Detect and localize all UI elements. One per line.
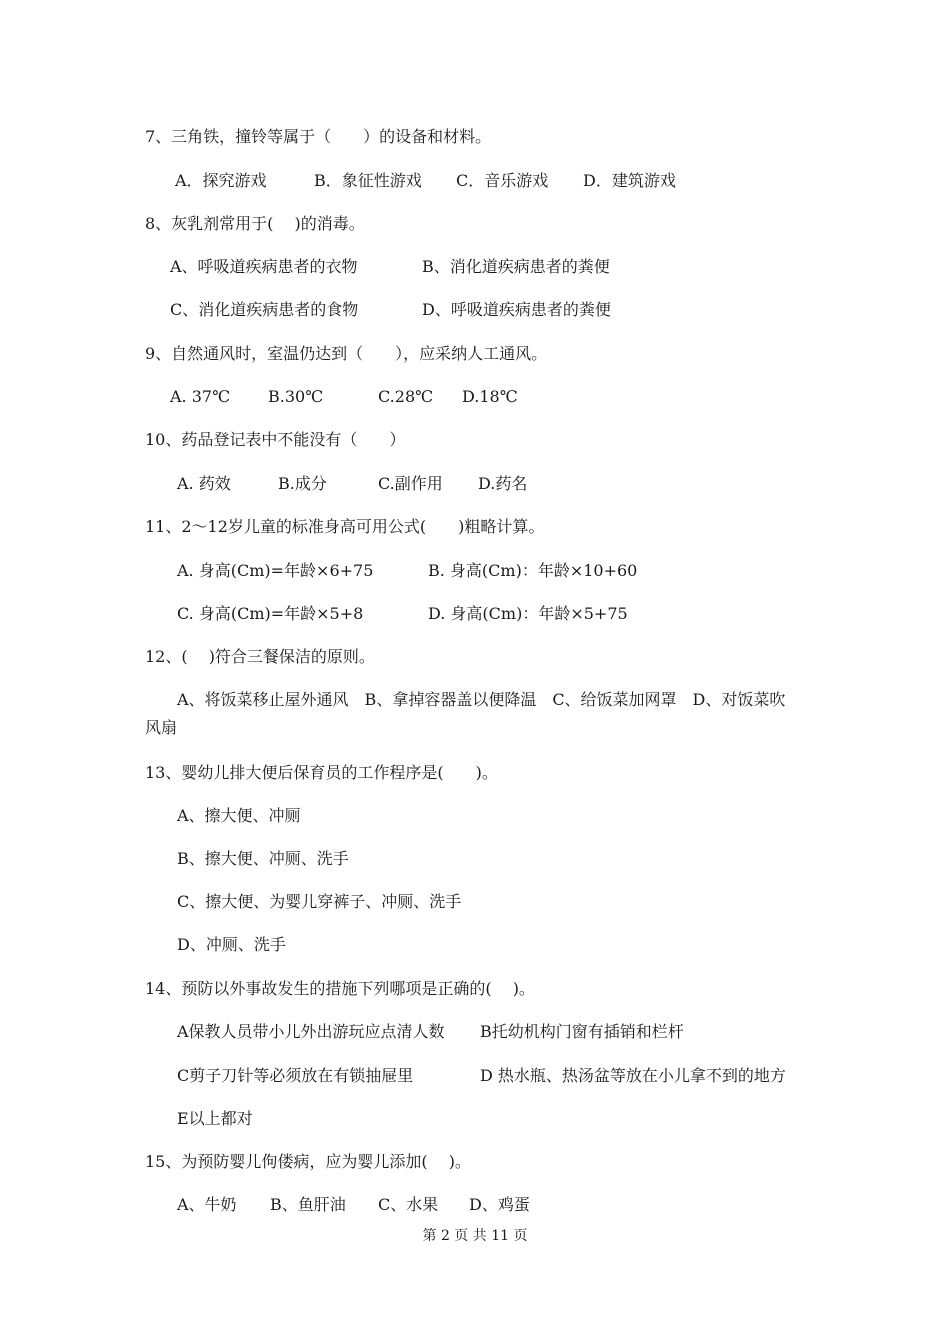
question-13-option-c: C、擦大便、为婴儿穿裤子、冲厕、洗手 — [177, 892, 462, 911]
question-9-option-c: C.28℃ — [378, 387, 434, 406]
question-12-options-line1: A、将饭菜移止屋外通风 B、拿掉容器盖以便降温 C、给饭菜加网罩 D、对饭菜吹 — [177, 690, 786, 709]
question-9-stem: 9、自然通风时，室温仍达到（ ），应采纳人工通风。 — [145, 344, 548, 363]
question-8-stem: 8、灰乳剂常用于( )的消毒。 — [145, 214, 365, 233]
question-14-option-c: C剪子刀针等必须放在有锁抽屉里 — [177, 1066, 414, 1085]
question-11-option-a: A. 身高(Cm)=年龄×6+75 — [177, 561, 374, 580]
question-8-option-b: B、消化道疾病患者的粪便 — [422, 257, 610, 276]
question-12-stem: 12、( )符合三餐保洁的原则。 — [145, 647, 375, 666]
question-11-option-c: C. 身高(Cm)=年龄×5+8 — [177, 604, 364, 623]
question-8-option-d: D、呼吸道疾病患者的粪便 — [422, 300, 611, 319]
question-10-option-a: A. 药效 — [177, 474, 231, 493]
question-14-option-b: B托幼机构门窗有插销和栏杆 — [480, 1022, 684, 1041]
question-11-stem: 11、2～12岁儿童的标准身高可用公式( )粗略计算。 — [145, 517, 545, 536]
question-7-option-d: D．建筑游戏 — [583, 171, 676, 190]
question-13-option-b: B、擦大便、冲厕、洗手 — [177, 849, 349, 868]
question-15-stem: 15、为预防婴儿佝偻病，应为婴儿添加( )。 — [145, 1152, 471, 1171]
question-15-option-c: C、水果 — [378, 1195, 439, 1214]
question-15-option-d: D、鸡蛋 — [469, 1195, 530, 1214]
question-9-option-a: A. 37℃ — [170, 387, 230, 406]
question-14-option-d: D 热水瓶、热汤盆等放在小儿拿不到的地方 — [480, 1066, 786, 1085]
question-9-option-d: D.18℃ — [462, 387, 518, 406]
question-8-option-c: C、消化道疾病患者的食物 — [170, 300, 359, 319]
question-7-option-a: A．探究游戏 — [175, 171, 267, 190]
question-10-stem: 10、药品登记表中不能没有（ ） — [145, 430, 406, 449]
question-12-options-line2: 风扇 — [145, 718, 178, 737]
question-8-option-a: A、呼吸道疾病患者的衣物 — [170, 257, 358, 276]
question-15-option-b: B、鱼肝油 — [270, 1195, 346, 1214]
question-15-option-a: A、牛奶 — [177, 1195, 237, 1214]
question-7-option-b: B．象征性游戏 — [314, 171, 422, 190]
question-10-option-b: B.成分 — [278, 474, 327, 493]
question-9-option-b: B.30℃ — [268, 387, 324, 406]
question-7-stem: 7、三角铁，撞铃等属于（ ）的设备和材料。 — [145, 127, 492, 146]
question-11-option-b: B. 身高(Cm)：年龄×10+60 — [428, 561, 638, 580]
question-14-option-a: A保教人员带小儿外出游玩应点清人数 — [177, 1022, 445, 1041]
question-14-stem: 14、预防以外事故发生的措施下列哪项是正确的( )。 — [145, 979, 535, 998]
question-10-option-d: D.药名 — [478, 474, 528, 493]
question-11-option-d: D. 身高(Cm)：年龄×5+75 — [428, 604, 628, 623]
question-13-option-a: A、擦大便、冲厕 — [177, 806, 301, 825]
question-10-option-c: C.副作用 — [378, 474, 443, 493]
question-13-stem: 13、婴幼儿排大便后保育员的工作程序是( )。 — [145, 763, 498, 782]
question-13-option-d: D、冲厕、洗手 — [177, 935, 286, 954]
page-footer: 第 2 页 共 11 页 — [422, 1228, 528, 1244]
question-7-option-c: C．音乐游戏 — [456, 171, 549, 190]
question-14-option-e: E以上都对 — [177, 1109, 253, 1128]
